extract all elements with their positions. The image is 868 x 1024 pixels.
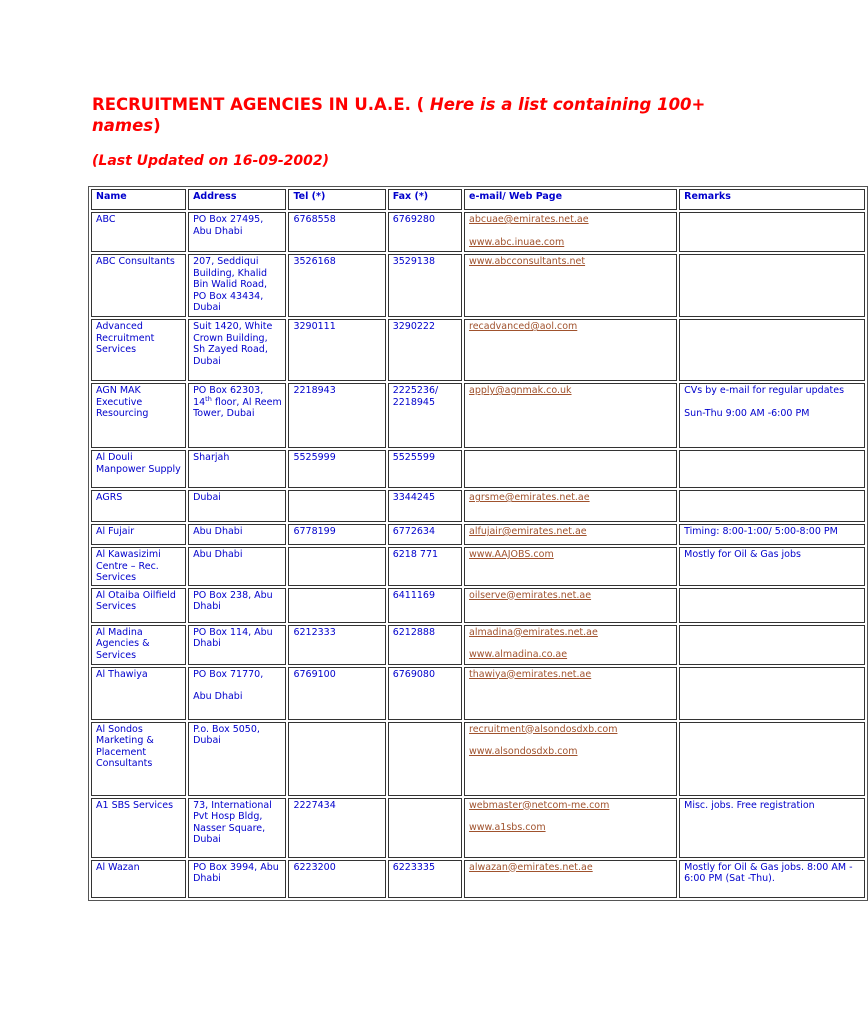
cell-fax: 6769080 xyxy=(388,667,462,720)
header-address: Address xyxy=(188,189,286,210)
table-row xyxy=(91,860,865,898)
cell-address: PO Box 3994, Abu Dhabi xyxy=(188,860,286,898)
cell-email xyxy=(464,490,677,522)
cell-address xyxy=(188,667,286,720)
cell-fax: 2225236/ 2218945 xyxy=(388,383,462,448)
cell-remarks xyxy=(679,450,865,488)
email-link[interactable]: apply@agnmak.co.uk xyxy=(469,385,572,396)
cell-remarks xyxy=(679,254,865,317)
cell-tel: 2227434 xyxy=(288,798,385,858)
address-line: Abu Dhabi xyxy=(193,691,243,702)
cell-address xyxy=(188,383,286,448)
cell-email xyxy=(464,450,677,488)
cell-tel: 2218943 xyxy=(288,383,385,448)
table-row xyxy=(91,254,865,317)
cell-remarks xyxy=(679,667,865,720)
agencies-table xyxy=(88,186,868,901)
table-row xyxy=(91,450,865,488)
document-title-italic: Here is a list containing 100+ names xyxy=(92,95,706,135)
cell-email xyxy=(464,547,677,586)
table-row xyxy=(91,524,865,545)
cell-name: Al Fujair xyxy=(91,524,186,545)
table-row xyxy=(91,212,865,252)
cell-name: Al Madina Agencies & Services xyxy=(91,625,186,665)
cell-name: A1 SBS Services xyxy=(91,798,186,858)
document-title xyxy=(92,94,732,136)
cell-email xyxy=(464,524,677,545)
cell-fax: 6212888 xyxy=(388,625,462,665)
cell-email xyxy=(464,254,677,317)
table-row xyxy=(91,798,865,858)
cell-email xyxy=(464,667,677,720)
cell-tel: 3526168 xyxy=(288,254,385,317)
cell-address: Abu Dhabi xyxy=(188,547,286,586)
cell-tel xyxy=(288,588,385,623)
cell-fax: 6218 771 xyxy=(388,547,462,586)
cell-tel xyxy=(288,547,385,586)
cell-name: ABC Consultants xyxy=(91,254,186,317)
cell-address: PO Box 114, Abu Dhabi xyxy=(188,625,286,665)
cell-name: Al Sondos Marketing & Placement Consultants xyxy=(91,722,186,796)
cell-name: AGRS xyxy=(91,490,186,522)
table-row xyxy=(91,490,865,522)
web-link[interactable]: www.AAJOBS.com xyxy=(469,549,554,560)
cell-name: ABC xyxy=(91,212,186,252)
email-link[interactable]: thawiya@emirates.net.ae xyxy=(469,668,592,680)
agencies-table-container xyxy=(88,186,853,924)
cell-tel: 5525999 xyxy=(288,450,385,488)
cell-remarks xyxy=(679,490,865,522)
cell-fax: 3529138 xyxy=(388,254,462,317)
cell-name: Al Kawasizimi Centre – Rec. Services xyxy=(91,547,186,586)
cell-remarks xyxy=(679,383,865,448)
cell-remarks: Timing: 8:00-1:00/ 5:00-8:00 PM xyxy=(679,524,865,545)
table-row xyxy=(91,588,865,623)
table-header-row xyxy=(91,189,865,210)
table-row xyxy=(91,547,865,586)
email-link[interactable]: agrsme@emirates.net.ae xyxy=(469,492,590,503)
cell-email xyxy=(464,383,677,448)
cell-tel: 3290111 xyxy=(288,319,385,381)
cell-name: Advanced Recruitment Services xyxy=(91,319,186,381)
cell-tel xyxy=(288,490,385,522)
cell-fax: 6769280 xyxy=(388,212,462,252)
cell-tel: 6768558 xyxy=(288,212,385,252)
cell-remarks: Misc. jobs. Free registration xyxy=(679,798,865,858)
cell-tel: 6769100 xyxy=(288,667,385,720)
cell-fax xyxy=(388,722,462,796)
web-link[interactable]: www.almadina.co.ae xyxy=(469,649,568,660)
cell-email xyxy=(464,212,677,252)
cell-remarks xyxy=(679,588,865,623)
email-link[interactable]: webmaster@netcom-me.com xyxy=(469,799,610,811)
web-link[interactable]: www.abcconsultants.net xyxy=(469,256,586,267)
table-row xyxy=(91,383,865,448)
cell-fax: 5525599 xyxy=(388,450,462,488)
cell-name: Al Wazan xyxy=(91,860,186,898)
cell-address: Sharjah xyxy=(188,450,286,488)
document-title-close: ) xyxy=(153,116,161,135)
cell-email xyxy=(464,588,677,623)
cell-name: Al Otaiba Oilfield Services xyxy=(91,588,186,623)
cell-remarks xyxy=(679,722,865,796)
cell-fax: 6223335 xyxy=(388,860,462,898)
web-link[interactable]: www.abc.inuae.com xyxy=(469,236,565,248)
cell-name: Al Thawiya xyxy=(91,667,186,720)
document-subtitle: (Last Updated on 16-09-2002) xyxy=(92,153,330,169)
cell-address: 73, International Pvt Hosp Bldg, Nasser Square, Dubai xyxy=(188,798,286,858)
web-link[interactable]: www.a1sbs.com xyxy=(469,822,546,833)
table-row xyxy=(91,667,865,720)
address-part: PO Box 62303, 14 xyxy=(193,385,264,408)
table-row xyxy=(91,625,865,665)
cell-tel xyxy=(288,722,385,796)
cell-address: Dubai xyxy=(188,490,286,522)
cell-address: 207, Seddiqui Building, Khalid Bin Walid Road, PO Box 43434, Dubai xyxy=(188,254,286,317)
address-superscript: th xyxy=(205,394,212,403)
email-link[interactable]: abcuae@emirates.net.ae xyxy=(469,214,589,225)
email-link[interactable]: alwazan@emirates.net.ae xyxy=(469,861,593,873)
cell-remarks xyxy=(679,212,865,252)
cell-fax xyxy=(388,798,462,858)
header-remarks: Remarks xyxy=(679,189,865,210)
table-row xyxy=(91,722,865,796)
cell-address: Suit 1420, White Crown Building, Sh Zayed Road, Dubai xyxy=(188,319,286,381)
table-row xyxy=(91,319,865,381)
cell-address: Abu Dhabi xyxy=(188,524,286,545)
cell-email xyxy=(464,625,677,665)
remarks-line: CVs by e-mail for regular updates xyxy=(684,385,845,396)
cell-email xyxy=(464,722,677,796)
address-part: floor, Al Reem Tower, Dubai xyxy=(193,396,282,419)
email-link[interactable]: almadina@emirates.net.ae xyxy=(469,626,598,638)
cell-tel: 6223200 xyxy=(288,860,385,898)
document-title-main: RECRUITMENT AGENCIES IN U.A.E. ( xyxy=(92,95,425,114)
cell-fax: 3344245 xyxy=(388,490,462,522)
cell-name: Al Douli Manpower Supply xyxy=(91,450,186,488)
header-tel: Tel (*) xyxy=(288,189,385,210)
cell-fax: 6411169 xyxy=(388,588,462,623)
address-line: PO Box 71770, xyxy=(193,668,264,680)
header-name: Name xyxy=(91,189,186,210)
web-link[interactable]: www.alsondosdxb.com xyxy=(469,746,578,757)
cell-name: AGN MAK Executive Resourcing xyxy=(91,383,186,448)
cell-remarks: Mostly for Oil & Gas jobs. 8:00 AM - 6:00 PM (Sat -Thu). xyxy=(679,860,865,898)
header-email-web: e-mail/ Web Page xyxy=(464,189,677,210)
cell-email xyxy=(464,319,677,381)
cell-email xyxy=(464,798,677,858)
email-link[interactable]: oilserve@emirates.net.ae xyxy=(469,589,592,601)
cell-address: PO Box 238, Abu Dhabi xyxy=(188,588,286,623)
cell-remarks xyxy=(679,319,865,381)
cell-remarks: Mostly for Oil & Gas jobs xyxy=(679,547,865,586)
cell-address: P.o. Box 5050, Dubai xyxy=(188,722,286,796)
cell-email xyxy=(464,860,677,898)
remarks-line: Sun-Thu 9:00 AM -6:00 PM xyxy=(684,407,810,419)
email-link[interactable]: recruitment@alsondosdxb.com xyxy=(469,723,618,735)
header-fax: Fax (*) xyxy=(388,189,462,210)
cell-address: PO Box 27495, Abu Dhabi xyxy=(188,212,286,252)
cell-fax: 6772634 xyxy=(388,524,462,545)
email-link[interactable]: recadvanced@aol.com xyxy=(469,321,578,332)
email-link[interactable]: alfujair@emirates.net.ae xyxy=(469,526,587,537)
cell-tel: 6212333 xyxy=(288,625,385,665)
cell-tel: 6778199 xyxy=(288,524,385,545)
cell-fax: 3290222 xyxy=(388,319,462,381)
cell-remarks xyxy=(679,625,865,665)
